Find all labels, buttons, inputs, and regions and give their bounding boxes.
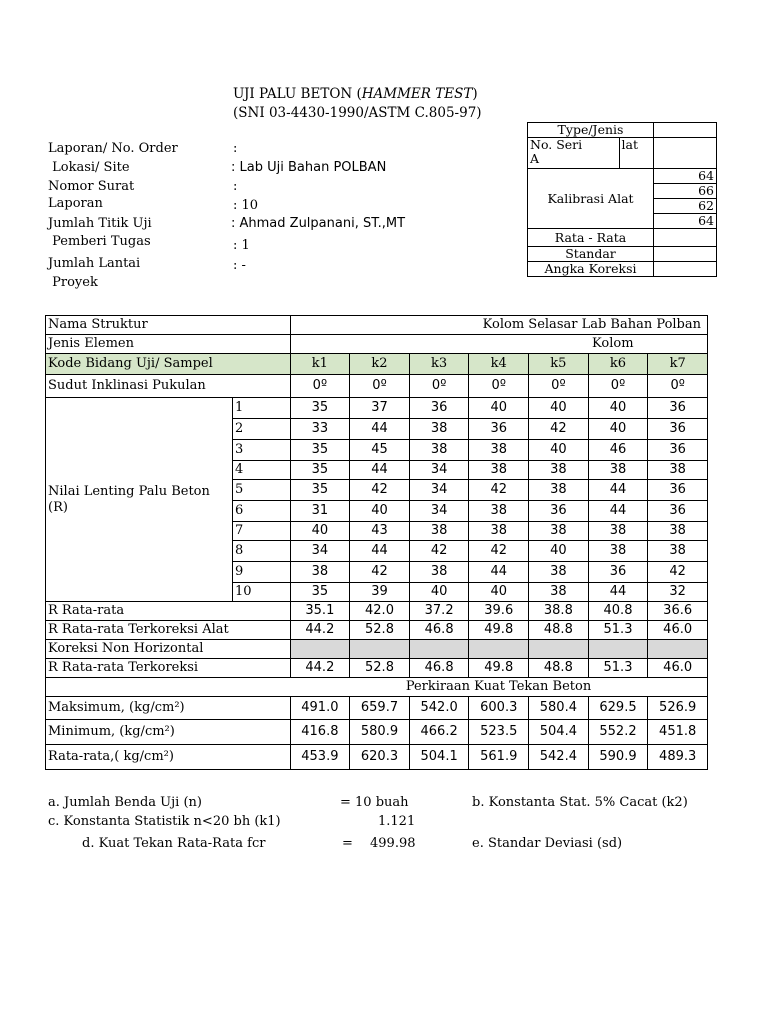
r-rata-cell: 42.0 (350, 602, 410, 621)
rata-rata-value (654, 229, 717, 247)
reading-cell: 44 (350, 541, 410, 562)
minimum-label: Minimum, (kg/cm²) (46, 720, 291, 745)
title-prefix: UJI PALU BETON ( (233, 86, 362, 102)
reading-cell: 36 (588, 562, 648, 583)
reading-cell: 36 (648, 480, 708, 501)
kode-cell: k3 (409, 354, 469, 375)
calibration-table (527, 122, 717, 277)
title-suffix: ) (472, 86, 478, 102)
reading-number: 3 (232, 440, 290, 461)
kalibrasi-value-3: 64 (654, 214, 717, 229)
maksimum-cell: 600.3 (469, 697, 529, 720)
reading-cell: 35 (290, 583, 350, 602)
sudut-row (46, 375, 708, 398)
reading-cell: 40 (469, 583, 529, 602)
perkiraan-spacer (46, 678, 291, 697)
r-rata-cell: 39.6 (469, 602, 529, 621)
rata-rata-label: Rata-rata,( kg/cm²) (46, 745, 291, 770)
info-label-7: Proyek (48, 275, 98, 290)
reading-cell: 42 (409, 541, 469, 562)
report-title (233, 86, 478, 102)
rata-rata-cell: 590.9 (588, 745, 648, 770)
r-terkoreksi-alat-row (46, 621, 708, 640)
reading-cell: 40 (290, 522, 350, 541)
report-subtitle: (SNI 03-4430-1990/ASTM C.805-97) (233, 105, 482, 121)
info-label-0: Laporan/ No. Order (48, 141, 178, 156)
jenis-elemen-label: Jenis Elemen (46, 335, 291, 354)
reading-cell: 38 (588, 461, 648, 480)
reading-cell: 36 (648, 440, 708, 461)
results-body (46, 602, 708, 770)
kode-cell: k7 (648, 354, 708, 375)
reading-number: 8 (232, 541, 290, 562)
r-terkoreksi-alat-cell: 49.8 (469, 621, 529, 640)
nama-struktur-label: Nama Struktur (46, 316, 291, 335)
kalibrasi-value-2: 62 (654, 199, 717, 214)
reading-cell: 38 (469, 440, 529, 461)
r-rata-row (46, 602, 708, 621)
rata-rata-cell: 489.3 (648, 745, 708, 770)
rata-rata-cell: 453.9 (290, 745, 350, 770)
summary-d-label: d. Kuat Tekan Rata-Rata fcr (82, 836, 266, 851)
koreksi-non-horizontal-cell (469, 640, 529, 659)
kode-cell: k1 (290, 354, 350, 375)
reading-number: 1 (232, 398, 290, 419)
reading-cell: 38 (469, 461, 529, 480)
reading-cell: 35 (290, 398, 350, 419)
koreksi-non-horizontal-cell (409, 640, 469, 659)
r-terkoreksi-alat-cell: 46.8 (409, 621, 469, 640)
serial-suffix: A (530, 151, 540, 166)
reading-cell: 44 (588, 480, 648, 501)
reading-cell: 38 (529, 583, 589, 602)
reading-cell: 40 (350, 501, 410, 522)
info-value-2: : (233, 179, 238, 194)
reading-cell: 40 (529, 398, 589, 419)
jenis-elemen-value: Kolom (290, 335, 707, 354)
sudut-cell: 0º (290, 375, 350, 398)
title-italic: HAMMER TEST (361, 86, 473, 102)
reading-cell: 42 (350, 480, 410, 501)
koreksi-non-horizontal-cell (588, 640, 648, 659)
summary-a-value: = 10 buah (340, 795, 409, 810)
summary-d-value: 499.98 (370, 836, 416, 851)
info-label-3: Laporan (48, 196, 103, 211)
sudut-cell: 0º (648, 375, 708, 398)
sudut-cell: 0º (529, 375, 589, 398)
reading-cell: 35 (290, 480, 350, 501)
reading-cell: 40 (529, 440, 589, 461)
info-value-1: : Lab Uji Bahan POLBAN (231, 160, 387, 175)
kalibrasi-label: Kalibrasi Alat (528, 169, 654, 229)
info-label-6: Jumlah Lantai (48, 256, 141, 271)
sudut-label: Sudut Inklinasi Pukulan (46, 375, 291, 398)
summary-c-label: c. Konstanta Statistik n<20 bh (k1) (48, 814, 281, 829)
reading-number: 5 (232, 480, 290, 501)
sudut-cell: 0º (409, 375, 469, 398)
info-label-4: Jumlah Titik Uji (48, 216, 152, 231)
reading-cell: 40 (529, 541, 589, 562)
reading-cell: 40 (588, 398, 648, 419)
reading-cell: 38 (469, 522, 529, 541)
reading-cell: 36 (469, 419, 529, 440)
reading-cell: 38 (290, 562, 350, 583)
reading-cell: 38 (469, 501, 529, 522)
reading-cell: 44 (350, 419, 410, 440)
reading-cell: 36 (648, 398, 708, 419)
r-rata-label: R Rata-rata (46, 602, 291, 621)
kalibrasi-value-0: 64 (654, 169, 717, 184)
reading-cell: 36 (648, 501, 708, 522)
angka-koreksi-label: Angka Koreksi (528, 262, 654, 277)
lat-label: lat (619, 138, 653, 169)
sudut-cell: 0º (588, 375, 648, 398)
koreksi-non-horizontal-cell (529, 640, 589, 659)
rata-rata-row (46, 745, 708, 770)
maksimum-cell: 491.0 (290, 697, 350, 720)
info-value-4: : Ahmad Zulpanani, ST.,MT (231, 216, 406, 231)
r-terkoreksi-label: R Rata-rata Terkoreksi (46, 659, 291, 678)
reading-cell: 38 (648, 541, 708, 562)
r-terkoreksi-alat-label: R Rata-rata Terkoreksi Alat (46, 621, 291, 640)
r-rata-cell: 37.2 (409, 602, 469, 621)
reading-cell: 40 (588, 419, 648, 440)
reading-cell: 36 (648, 419, 708, 440)
info-label-2: Nomor Surat (48, 179, 135, 194)
reading-cell: 37 (350, 398, 410, 419)
koreksi-non-horizontal-label: Koreksi Non Horizontal (46, 640, 291, 659)
reading-cell: 38 (648, 522, 708, 541)
serial-value (654, 138, 717, 169)
r-terkoreksi-cell: 51.3 (588, 659, 648, 678)
sudut-cell: 0º (350, 375, 410, 398)
kode-row (46, 354, 708, 375)
r-rata-cell: 36.6 (648, 602, 708, 621)
nilai-lenting-label: Nilai Lenting Palu Beton (R) (46, 398, 233, 602)
hammer-test-table (45, 315, 708, 770)
nama-struktur-value: Kolom Selasar Lab Bahan Polban (290, 316, 707, 335)
r-rata-cell: 38.8 (529, 602, 589, 621)
reading-cell: 38 (409, 440, 469, 461)
rata-rata-cell: 542.4 (529, 745, 589, 770)
summary-a-label: a. Jumlah Benda Uji (n) (48, 795, 202, 810)
angka-koreksi-value (654, 262, 717, 277)
r-terkoreksi-cell: 49.8 (469, 659, 529, 678)
rata-rata-cell: 504.1 (409, 745, 469, 770)
type-value (654, 123, 717, 138)
info-value-0: : (233, 141, 238, 156)
koreksi-non-horizontal-cell (648, 640, 708, 659)
reading-cell: 38 (529, 480, 589, 501)
reading-cell: 40 (409, 583, 469, 602)
reading-cell: 38 (588, 541, 648, 562)
minimum-row (46, 720, 708, 745)
reading-cell: 45 (350, 440, 410, 461)
reading-number: 4 (232, 461, 290, 480)
r-rata-cell: 40.8 (588, 602, 648, 621)
standar-value (654, 247, 717, 262)
reading-number: 10 (232, 583, 290, 602)
reading-cell: 38 (529, 461, 589, 480)
reading-number: 6 (232, 501, 290, 522)
reading-cell: 34 (409, 461, 469, 480)
reading-cell: 32 (648, 583, 708, 602)
reading-cell: 38 (409, 562, 469, 583)
r-terkoreksi-alat-cell: 46.0 (648, 621, 708, 640)
reading-cell: 35 (290, 440, 350, 461)
r-terkoreksi-alat-cell: 52.8 (350, 621, 410, 640)
minimum-cell: 451.8 (648, 720, 708, 745)
r-terkoreksi-alat-cell: 48.8 (529, 621, 589, 640)
kode-cell: k2 (350, 354, 410, 375)
maksimum-cell: 580.4 (529, 697, 589, 720)
reading-cell: 42 (469, 541, 529, 562)
reading-cell: 36 (409, 398, 469, 419)
reading-cell: 31 (290, 501, 350, 522)
summary-c-value: 1.121 (378, 814, 416, 829)
maksimum-label: Maksimum, (kg/cm²) (46, 697, 291, 720)
type-label: Type/Jenis (528, 123, 654, 138)
maksimum-row (46, 697, 708, 720)
reading-cell: 34 (290, 541, 350, 562)
reading-cell: 38 (529, 522, 589, 541)
r-terkoreksi-cell: 46.8 (409, 659, 469, 678)
minimum-cell: 466.2 (409, 720, 469, 745)
koreksi-non-horizontal-cell (350, 640, 410, 659)
info-value-3: : 10 (233, 198, 259, 213)
reading-cell: 42 (648, 562, 708, 583)
reading-cell: 33 (290, 419, 350, 440)
reading-cell: 38 (409, 419, 469, 440)
serial-label: No. Seri (530, 137, 583, 152)
reading-cell: 44 (350, 461, 410, 480)
minimum-cell: 523.5 (469, 720, 529, 745)
minimum-cell: 552.2 (588, 720, 648, 745)
reading-cell: 38 (588, 522, 648, 541)
r-terkoreksi-alat-cell: 51.3 (588, 621, 648, 640)
r-terkoreksi-cell: 52.8 (350, 659, 410, 678)
info-label-1: Lokasi/ Site (48, 160, 130, 175)
reading-cell: 34 (409, 480, 469, 501)
reading-cell: 43 (350, 522, 410, 541)
reading-cell: 46 (588, 440, 648, 461)
r-terkoreksi-row (46, 659, 708, 678)
maksimum-cell: 629.5 (588, 697, 648, 720)
kode-cell: k5 (529, 354, 589, 375)
reading-row (46, 398, 708, 419)
summary-b-label: b. Konstanta Stat. 5% Cacat (k2) (472, 795, 688, 810)
rata-rata-cell: 561.9 (469, 745, 529, 770)
rata-rata-cell: 620.3 (350, 745, 410, 770)
koreksi-non-horizontal-cell (290, 640, 350, 659)
perkiraan-row (46, 678, 708, 697)
readings-body (46, 398, 708, 602)
kalibrasi-value-1: 66 (654, 184, 717, 199)
info-value-6: : - (233, 258, 246, 273)
maksimum-cell: 542.0 (409, 697, 469, 720)
reading-cell: 44 (588, 583, 648, 602)
reading-cell: 38 (529, 562, 589, 583)
r-terkoreksi-alat-cell: 44.2 (290, 621, 350, 640)
sudut-cell: 0º (469, 375, 529, 398)
r-terkoreksi-cell: 44.2 (290, 659, 350, 678)
koreksi-non-horizontal-row (46, 640, 708, 659)
reading-cell: 42 (469, 480, 529, 501)
r-terkoreksi-cell: 48.8 (529, 659, 589, 678)
serial-cell (528, 138, 620, 169)
summary-d-eq: = (342, 836, 353, 851)
kode-cell: k6 (588, 354, 648, 375)
reading-cell: 36 (529, 501, 589, 522)
summary-e-label: e. Standar Deviasi (sd) (472, 836, 623, 851)
standar-label: Standar (528, 247, 654, 262)
info-label-5: Pemberi Tugas (48, 234, 151, 249)
perkiraan-label: Perkiraan Kuat Tekan Beton (290, 678, 707, 697)
info-value-5: : 1 (233, 238, 250, 253)
reading-number: 9 (232, 562, 290, 583)
reading-cell: 38 (648, 461, 708, 480)
maksimum-cell: 526.9 (648, 697, 708, 720)
reading-cell: 40 (469, 398, 529, 419)
minimum-cell: 416.8 (290, 720, 350, 745)
reading-number: 2 (232, 419, 290, 440)
r-rata-cell: 35.1 (290, 602, 350, 621)
reading-cell: 34 (409, 501, 469, 522)
maksimum-cell: 659.7 (350, 697, 410, 720)
reading-cell: 39 (350, 583, 410, 602)
reading-cell: 42 (529, 419, 589, 440)
reading-cell: 44 (588, 501, 648, 522)
minimum-cell: 504.4 (529, 720, 589, 745)
reading-cell: 44 (469, 562, 529, 583)
minimum-cell: 580.9 (350, 720, 410, 745)
reading-cell: 35 (290, 461, 350, 480)
reading-cell: 42 (350, 562, 410, 583)
r-terkoreksi-cell: 46.0 (648, 659, 708, 678)
reading-number: 7 (232, 522, 290, 541)
rata-rata-label: Rata - Rata (528, 229, 654, 247)
kode-cell: k4 (469, 354, 529, 375)
reading-cell: 38 (409, 522, 469, 541)
kode-label: Kode Bidang Uji/ Sampel (46, 354, 291, 375)
